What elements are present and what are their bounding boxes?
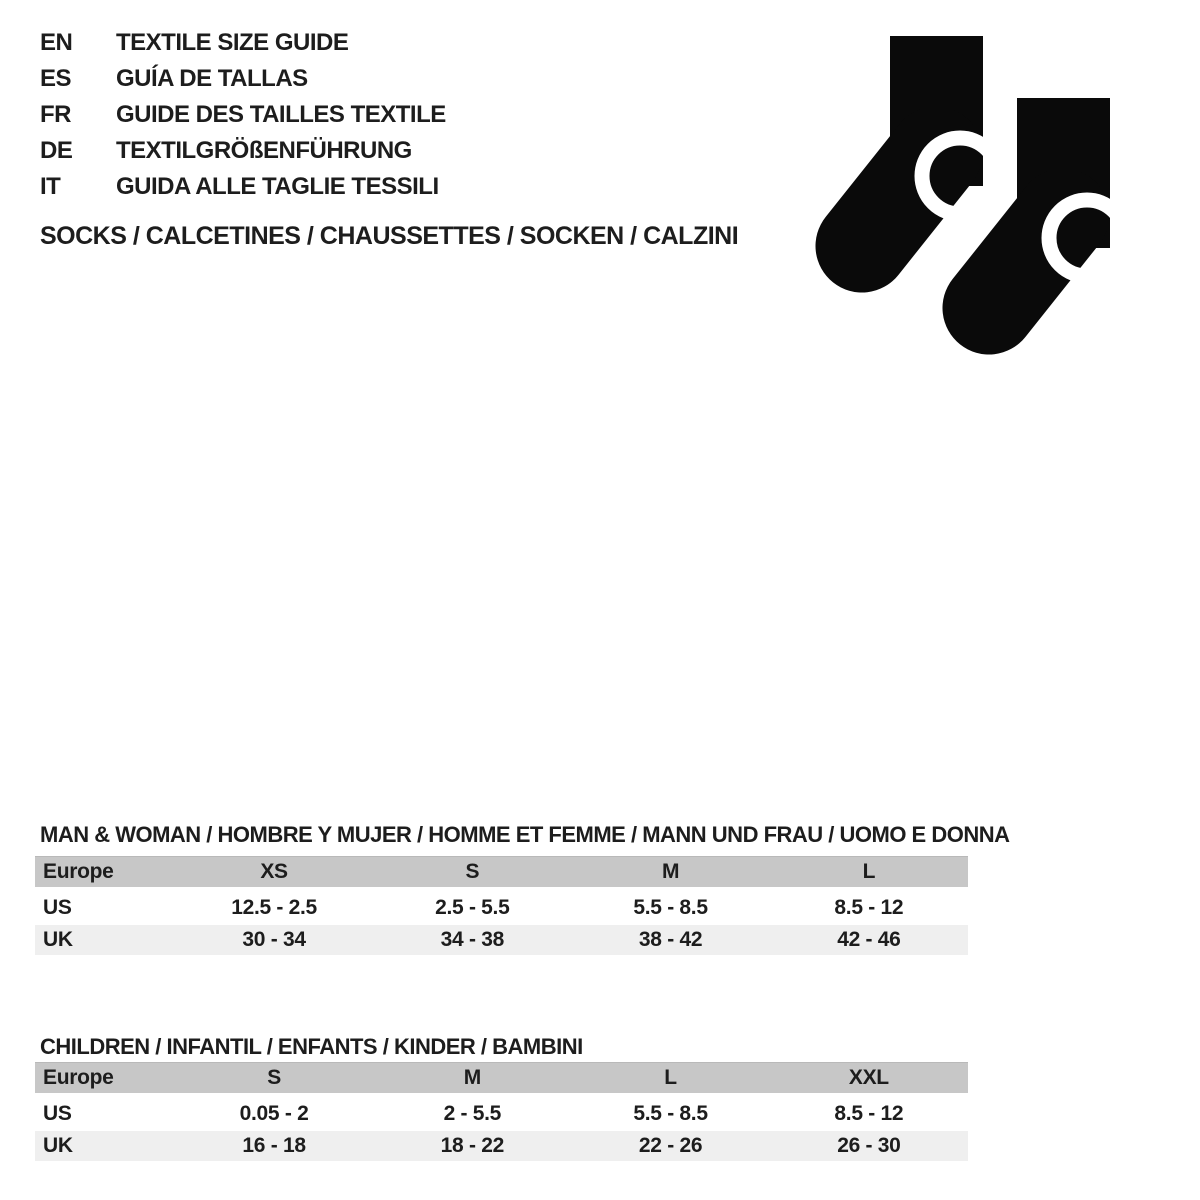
column-header-size: XS xyxy=(175,856,373,891)
language-label: TEXTILGRÖßENFÜHRUNG xyxy=(116,137,412,164)
size-value: 42 - 46 xyxy=(770,925,968,955)
column-header-size: M xyxy=(373,1062,571,1097)
language-code: IT xyxy=(40,173,61,200)
column-header-size: L xyxy=(770,856,968,891)
row-label: US xyxy=(35,1097,175,1131)
size-value: 30 - 34 xyxy=(175,925,373,955)
language-row-fr xyxy=(40,101,446,137)
column-header-size: XXL xyxy=(770,1062,968,1097)
size-value: 12.5 - 2.5 xyxy=(175,891,373,925)
column-header-size: S xyxy=(373,856,571,891)
column-header-region: Europe xyxy=(35,856,175,891)
table-header-row xyxy=(35,1062,968,1097)
children-table-title: CHILDREN / INFANTIL / ENFANTS / KINDER / BAMBINI xyxy=(40,1034,583,1059)
language-label: GUIDA ALLE TAGLIE TESSILI xyxy=(116,173,439,200)
size-value: 8.5 - 12 xyxy=(770,891,968,925)
row-label: UK xyxy=(35,1131,175,1161)
size-value: 2.5 - 5.5 xyxy=(373,891,571,925)
language-label: TEXTILE SIZE GUIDE xyxy=(116,29,349,56)
man-woman-table-title: MAN & WOMAN / HOMBRE Y MUJER / HOMME ET FEMME / MANN UND FRAU / UOMO E DONNA xyxy=(40,822,1010,847)
language-code: EN xyxy=(40,29,73,56)
language-code: DE xyxy=(40,137,73,164)
size-value: 38 - 42 xyxy=(571,925,769,955)
size-value: 34 - 38 xyxy=(373,925,571,955)
language-code: FR xyxy=(40,101,71,128)
column-header-size: L xyxy=(571,1062,769,1097)
sock-front xyxy=(989,98,1125,308)
column-header-region: Europe xyxy=(35,1062,175,1097)
sock-back xyxy=(862,36,998,246)
language-code: ES xyxy=(40,65,72,92)
column-header-size: S xyxy=(175,1062,373,1097)
size-value: 5.5 - 8.5 xyxy=(571,891,769,925)
row-label: US xyxy=(35,891,175,925)
table-header-row xyxy=(35,856,968,891)
size-value: 2 - 5.5 xyxy=(373,1097,571,1131)
table-row-us xyxy=(35,1097,968,1131)
column-header-size: M xyxy=(571,856,769,891)
row-label: UK xyxy=(35,925,175,955)
size-value: 5.5 - 8.5 xyxy=(571,1097,769,1131)
language-row-en xyxy=(40,29,446,65)
table-row-uk xyxy=(35,1131,968,1161)
language-label: GUIDE DES TAILLES TEXTILE xyxy=(116,101,446,128)
man-woman-size-table xyxy=(35,856,968,955)
size-value: 26 - 30 xyxy=(770,1131,968,1161)
size-value: 16 - 18 xyxy=(175,1131,373,1161)
language-label: GUÍA DE TALLAS xyxy=(116,65,308,92)
language-row-es xyxy=(40,65,446,101)
table-row-uk xyxy=(35,925,968,955)
size-value: 0.05 - 2 xyxy=(175,1097,373,1131)
size-value: 18 - 22 xyxy=(373,1131,571,1161)
socks-icon xyxy=(800,18,1130,363)
size-value: 22 - 26 xyxy=(571,1131,769,1161)
language-row-de xyxy=(40,137,446,173)
language-row-it xyxy=(40,173,446,209)
table-row-us xyxy=(35,891,968,925)
language-list xyxy=(40,29,446,209)
children-size-table xyxy=(35,1062,968,1161)
size-value: 8.5 - 12 xyxy=(770,1097,968,1131)
category-title: SOCKS / CALCETINES / CHAUSSETTES / SOCKEN / CALZINI xyxy=(40,222,739,250)
